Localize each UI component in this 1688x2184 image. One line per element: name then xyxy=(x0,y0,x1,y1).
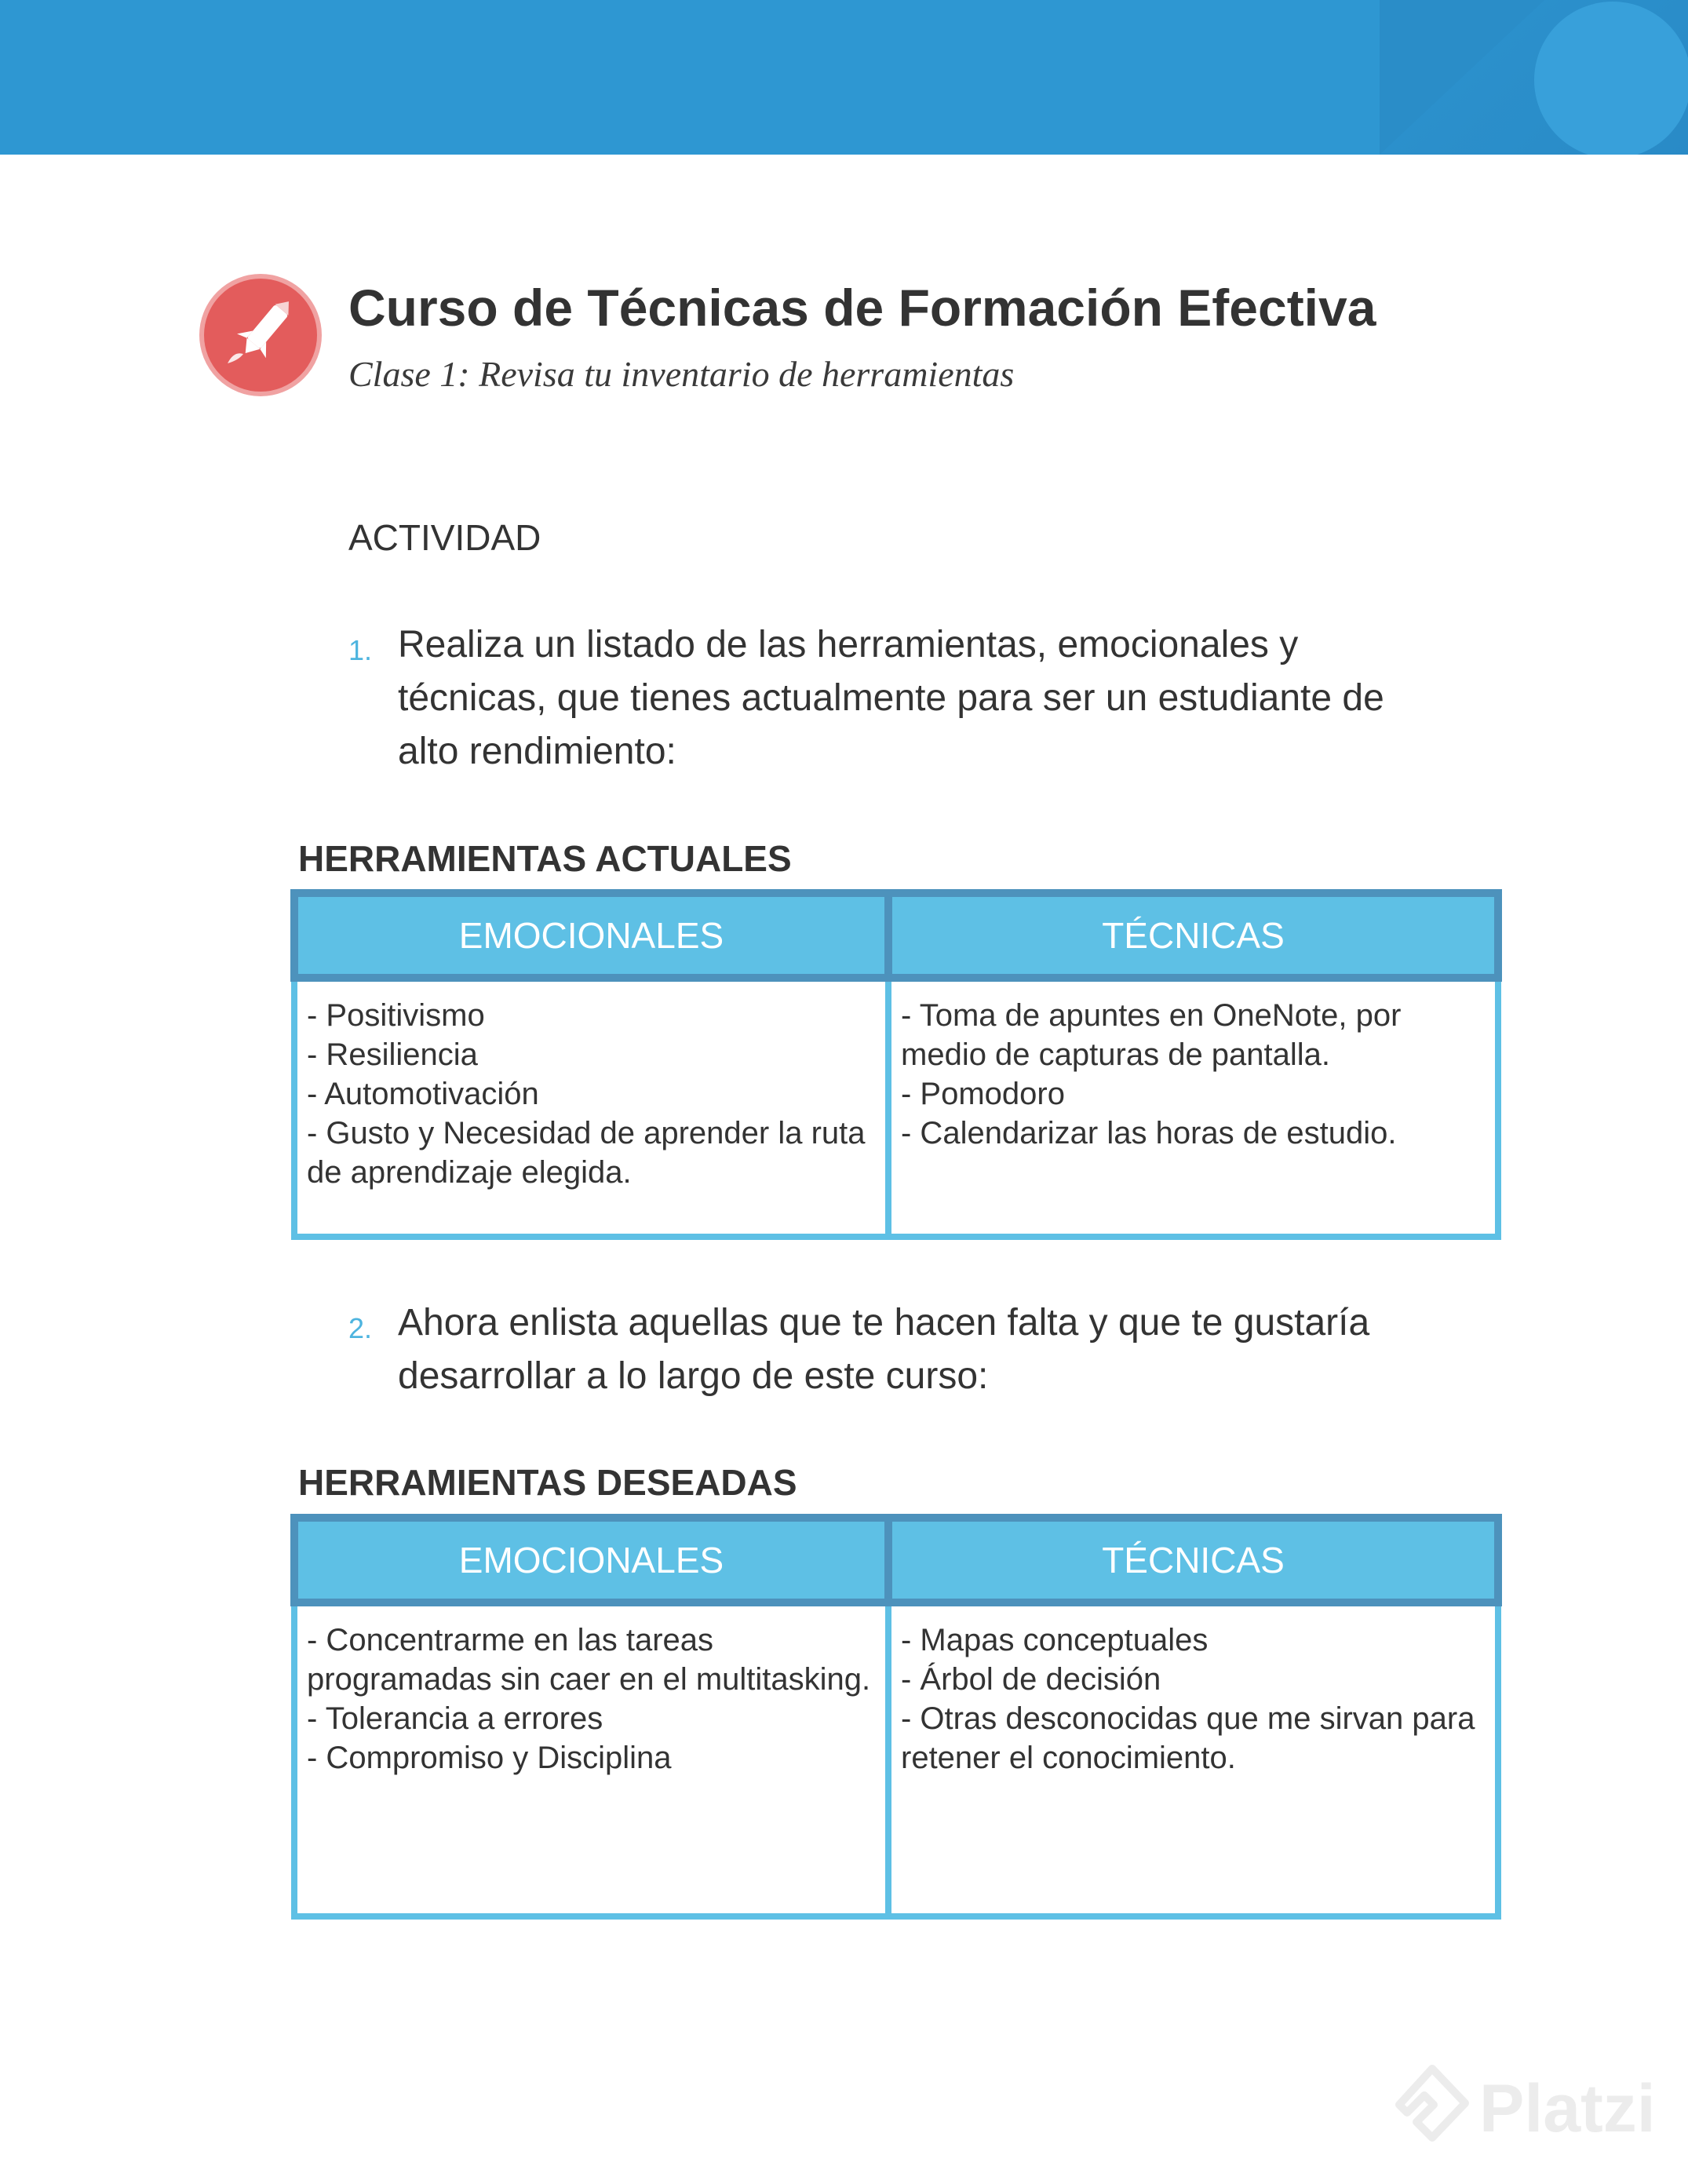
table-header-row xyxy=(294,1518,1498,1602)
section-title-actuales: HERRAMIENTAS ACTUALES xyxy=(298,838,792,879)
list-entry: - Positivismo xyxy=(307,998,485,1033)
platzi-logo-icon xyxy=(1393,2064,1471,2150)
list-item-text: Ahora enlista aquellas que te hacen falta y que te gustaría desarrollar a lo largo de este curso: xyxy=(398,1302,1370,1397)
list-entry: - Árbol de decisión xyxy=(901,1662,1161,1697)
list-entry: - Automotivación xyxy=(307,1077,539,1111)
table-row xyxy=(294,1602,1498,1916)
table-row xyxy=(294,978,1498,1237)
list-entry: - Otras desconocidas que me sirvan para retener el conocimiento. xyxy=(901,1701,1475,1775)
cell-emocionales xyxy=(294,1602,888,1916)
list-entry: - Resiliencia xyxy=(307,1037,478,1072)
table-herramientas-deseadas xyxy=(290,1514,1502,1920)
list-entry: - Mapas conceptuales xyxy=(901,1623,1209,1657)
list-entry: - Gusto y Necesidad de aprender la ruta de aprendizaje elegida. xyxy=(307,1116,866,1190)
list-entry: - Calendarizar las horas de estudio. xyxy=(901,1116,1397,1150)
list-item-text: Realiza un listado de las herramientas, emocionales y técnicas, que tienes actualmente para ser un estudiante de alto rendimiento: xyxy=(398,624,1384,772)
page-subtitle: Clase 1: Revisa tu inventario de herramientas xyxy=(348,354,1015,394)
list-entry: - Concentrarme en las tareas programadas sin caer en el multitasking. xyxy=(307,1623,871,1697)
cell-tecnicas xyxy=(888,978,1498,1237)
table-herramientas-actuales xyxy=(290,889,1502,1240)
rocket-pencil-icon xyxy=(199,274,322,396)
list-entry: - Toma de apuntes en OneNote, por medio de capturas de pantalla. xyxy=(901,998,1402,1072)
list-entry: - Tolerancia a errores xyxy=(307,1701,603,1736)
section-title-deseadas: HERRAMIENTAS DESEADAS xyxy=(298,1462,797,1503)
table-header-row xyxy=(294,893,1498,978)
column-header-tecnicas: TÉCNICAS xyxy=(888,1518,1498,1602)
list-entry: - Compromiso y Disciplina xyxy=(307,1741,672,1775)
list-entry: - Pomodoro xyxy=(901,1077,1065,1111)
banner-circle xyxy=(1534,2,1688,155)
cell-emocionales xyxy=(294,978,888,1237)
page-title: Curso de Técnicas de Formación Efectiva xyxy=(348,279,1376,337)
banner-triangle xyxy=(1380,0,1544,155)
activity-heading: ACTIVIDAD xyxy=(348,517,541,558)
column-header-tecnicas: TÉCNICAS xyxy=(888,893,1498,978)
column-header-emocionales: EMOCIONALES xyxy=(294,1518,888,1602)
platzi-wordmark: Platzi xyxy=(1479,2071,1656,2146)
list-item-number: 1. xyxy=(348,634,373,666)
platzi-watermark xyxy=(1393,2064,1675,2150)
top-banner xyxy=(0,0,1688,155)
column-header-emocionales: EMOCIONALES xyxy=(294,893,888,978)
list-item-number: 2. xyxy=(348,1312,373,1344)
cell-tecnicas xyxy=(888,1602,1498,1916)
